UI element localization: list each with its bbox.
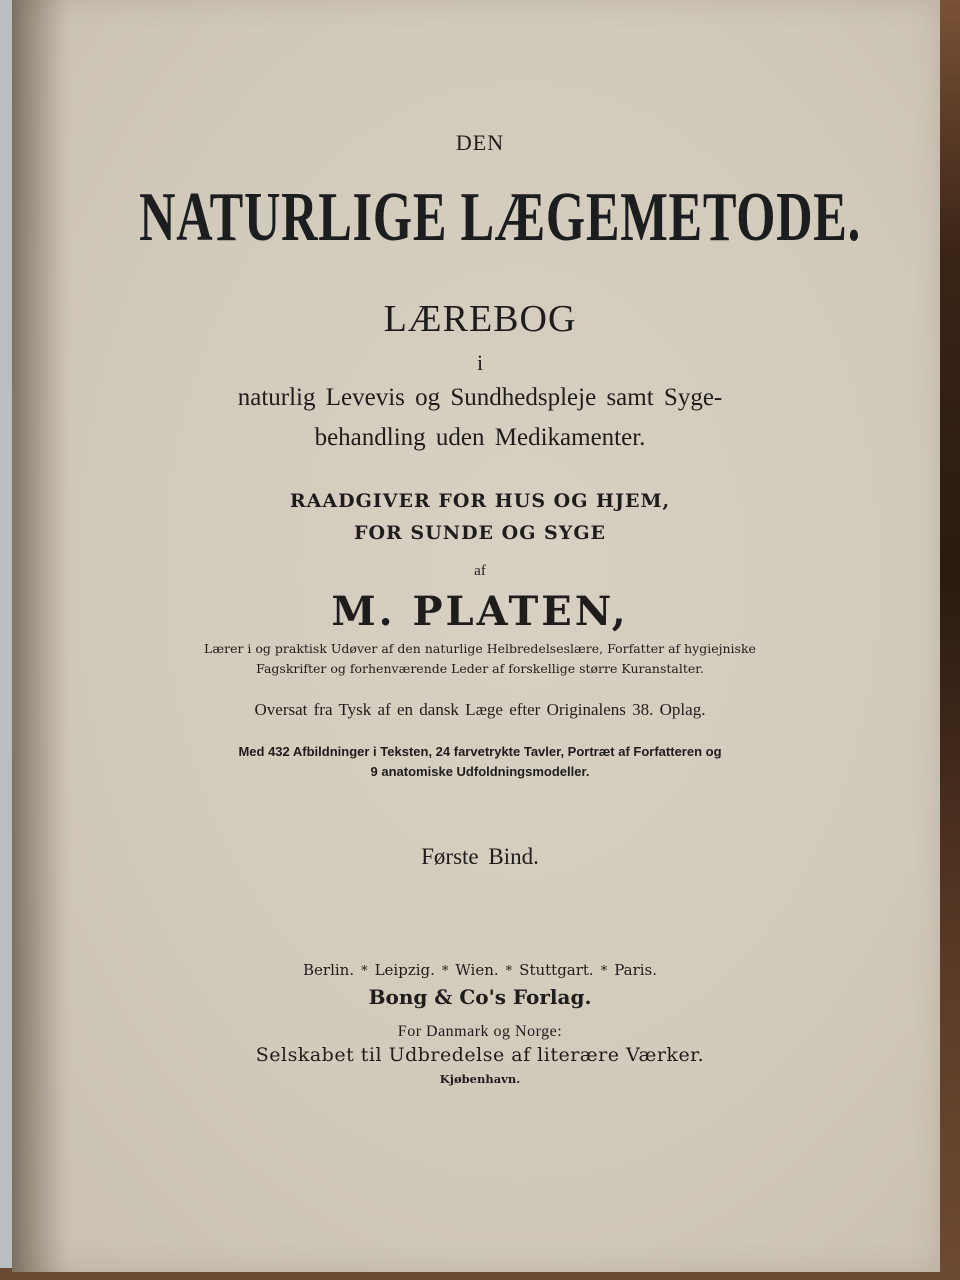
subtitle-line-1: naturlig Levevis og Sundhedspleje samt Syge- — [237, 384, 723, 411]
asterisk-separator-icon: * — [600, 964, 608, 979]
background-surface-left — [0, 0, 12, 1280]
publisher-name: Bong & Co's Forlag. — [368, 985, 592, 1009]
genre-heading: LÆREBOG — [383, 298, 577, 340]
asterisk-separator-icon: * — [361, 964, 368, 979]
regional-publisher: Selskabet til Udbredelse af literære Værker. — [255, 1044, 705, 1066]
author-name: M. PLATEN, — [331, 588, 629, 635]
city-paris: Paris. — [614, 961, 657, 979]
volume-label: Første Bind. — [421, 844, 539, 869]
book-title: NATURLIGE LÆGEMETODE. — [139, 179, 861, 256]
by-word: af — [474, 563, 486, 579]
illustrations-line-1: Med 432 Afbildninger i Teksten, 24 farvetrykte Tavler, Portræt af Forfatteren og — [238, 744, 722, 759]
author-description-line-1: Lærer i og praktisk Udøver af den naturlige Helbredelseslære, Forfatter af hygiejniske — [204, 641, 756, 656]
advisory-line-1: RAADGIVER FOR HUS OG HJEM, — [289, 490, 671, 512]
city-stuttgart: Stuttgart. — [519, 961, 594, 979]
subtitle-line-2: behandling uden Medikamenter. — [314, 424, 646, 451]
pre-title: DEN — [455, 130, 505, 155]
city-leipzig: Leipzig. — [374, 961, 435, 979]
asterisk-separator-icon: * — [505, 964, 513, 979]
publisher-city: Kjøbenhavn. — [439, 1072, 521, 1086]
city-wien: Wien. — [455, 961, 499, 979]
wooden-table-edge — [940, 0, 960, 1280]
city-berlin: Berlin. — [303, 961, 355, 979]
connector-word: i — [476, 350, 484, 375]
illustrations-line-2: 9 anatomiske Udfoldningsmodeller. — [370, 764, 590, 779]
asterisk-separator-icon: * — [441, 964, 449, 979]
regional-note: For Danmark og Norge: — [397, 1023, 563, 1040]
translation-note: Oversat fra Tysk af en dansk Læge efter Originalens 38. Oplag. — [254, 700, 706, 719]
publisher-cities — [0, 961, 960, 979]
author-description-line-2: Fagskrifter og forhenværende Leder af forskellige større Kuranstalter. — [256, 661, 704, 676]
advisory-line-2: FOR SUNDE OG SYGE — [353, 522, 607, 544]
